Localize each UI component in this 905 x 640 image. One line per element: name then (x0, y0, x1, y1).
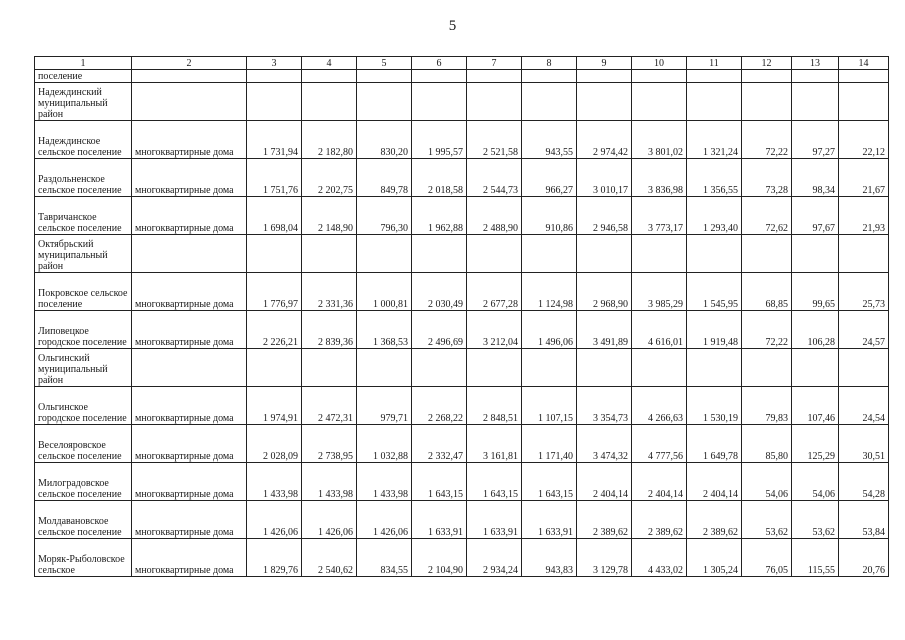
settlement-name-cell: Надеждинское сельское поселение (35, 121, 132, 159)
value-cell-col-10: 4 433,02 (632, 539, 687, 577)
housing-type-cell: многоквартирные дома (132, 463, 247, 501)
table-row (35, 539, 889, 577)
value-cell-col-6: 1 995,57 (412, 121, 467, 159)
value-cell-col-8 (522, 83, 577, 121)
settlement-name-cell: Надеждинский муниципальный район (35, 83, 132, 121)
value-cell-col-10 (632, 349, 687, 387)
table-row (35, 70, 889, 83)
value-cell-col-5 (357, 70, 412, 83)
value-cell-col-11: 1 356,55 (687, 159, 742, 197)
column-header: 1 (35, 57, 132, 70)
value-cell-col-3: 1 776,97 (247, 273, 302, 311)
value-cell-col-10: 2 389,62 (632, 501, 687, 539)
value-cell-col-7: 1 633,91 (467, 501, 522, 539)
settlement-name-cell: Веселояровское сельское поселение (35, 425, 132, 463)
value-cell-col-11: 2 389,62 (687, 501, 742, 539)
column-header: 13 (792, 57, 839, 70)
value-cell-col-4: 1 426,06 (302, 501, 357, 539)
column-header: 8 (522, 57, 577, 70)
value-cell-col-14: 53,84 (839, 501, 889, 539)
page-number: 5 (448, 18, 457, 34)
value-cell-col-3: 1 426,06 (247, 501, 302, 539)
table-row (35, 311, 889, 349)
value-cell-col-7: 2 544,73 (467, 159, 522, 197)
value-cell-col-8 (522, 235, 577, 273)
value-cell-col-13: 98,34 (792, 159, 839, 197)
value-cell-col-3 (247, 70, 302, 83)
table-row (35, 197, 889, 235)
value-cell-col-5 (357, 235, 412, 273)
settlement-name-cell: поселение (35, 70, 132, 83)
value-cell-col-7: 1 643,15 (467, 463, 522, 501)
settlement-name-cell: Моряк-Рыболовское сельское (35, 539, 132, 577)
value-cell-col-7: 3 161,81 (467, 425, 522, 463)
table-row (35, 235, 889, 273)
table-row (35, 425, 889, 463)
housing-type-cell: многоквартирные дома (132, 311, 247, 349)
value-cell-col-13 (792, 235, 839, 273)
value-cell-col-7 (467, 235, 522, 273)
value-cell-col-5 (357, 349, 412, 387)
value-cell-col-8 (522, 349, 577, 387)
housing-type-cell (132, 83, 247, 121)
settlement-name-cell: Октябрьский муниципальный район (35, 235, 132, 273)
value-cell-col-3: 1 751,76 (247, 159, 302, 197)
value-cell-col-12: 54,06 (742, 463, 792, 501)
value-cell-col-8: 1 643,15 (522, 463, 577, 501)
value-cell-col-9 (577, 235, 632, 273)
value-cell-col-10: 3 985,29 (632, 273, 687, 311)
value-cell-col-4 (302, 83, 357, 121)
value-cell-col-3: 2 226,21 (247, 311, 302, 349)
value-cell-col-7: 2 488,90 (467, 197, 522, 235)
value-cell-col-10: 4 266,63 (632, 387, 687, 425)
value-cell-col-14: 20,76 (839, 539, 889, 577)
value-cell-col-8 (522, 70, 577, 83)
value-cell-col-9: 3 474,32 (577, 425, 632, 463)
value-cell-col-10: 3 801,02 (632, 121, 687, 159)
settlement-name-cell: Милоградовское сельское поселение (35, 463, 132, 501)
value-cell-col-3: 1 698,04 (247, 197, 302, 235)
value-cell-col-10 (632, 83, 687, 121)
value-cell-col-4: 2 839,36 (302, 311, 357, 349)
column-header: 5 (357, 57, 412, 70)
value-cell-col-5: 1 426,06 (357, 501, 412, 539)
value-cell-col-7: 2 848,51 (467, 387, 522, 425)
value-cell-col-5: 834,55 (357, 539, 412, 577)
value-cell-col-7: 2 521,58 (467, 121, 522, 159)
housing-type-cell: многоквартирные дома (132, 273, 247, 311)
value-cell-col-7: 2 934,24 (467, 539, 522, 577)
value-cell-col-5: 979,71 (357, 387, 412, 425)
settlement-name-cell: Покровское сельское поселение (35, 273, 132, 311)
value-cell-col-9 (577, 349, 632, 387)
value-cell-col-5: 796,30 (357, 197, 412, 235)
value-cell-col-12 (742, 70, 792, 83)
value-cell-col-9: 3 010,17 (577, 159, 632, 197)
value-cell-col-11 (687, 349, 742, 387)
value-cell-col-11: 1 649,78 (687, 425, 742, 463)
value-cell-col-11 (687, 235, 742, 273)
value-cell-col-10: 4 777,56 (632, 425, 687, 463)
value-cell-col-10: 3 836,98 (632, 159, 687, 197)
value-cell-col-6: 1 633,91 (412, 501, 467, 539)
value-cell-col-13: 54,06 (792, 463, 839, 501)
value-cell-col-12: 68,85 (742, 273, 792, 311)
value-cell-col-11: 1 530,19 (687, 387, 742, 425)
header-row (35, 57, 889, 70)
value-cell-col-12: 85,80 (742, 425, 792, 463)
value-cell-col-5 (357, 83, 412, 121)
value-cell-col-11: 1 293,40 (687, 197, 742, 235)
value-cell-col-13: 107,46 (792, 387, 839, 425)
table-row (35, 463, 889, 501)
value-cell-col-13: 115,55 (792, 539, 839, 577)
housing-type-cell: многоквартирные дома (132, 539, 247, 577)
value-cell-col-9: 2 389,62 (577, 501, 632, 539)
value-cell-col-13: 106,28 (792, 311, 839, 349)
housing-type-cell: многоквартирные дома (132, 501, 247, 539)
value-cell-col-12: 79,83 (742, 387, 792, 425)
value-cell-col-8: 943,83 (522, 539, 577, 577)
table-row (35, 159, 889, 197)
value-cell-col-12 (742, 83, 792, 121)
value-cell-col-10: 2 404,14 (632, 463, 687, 501)
value-cell-col-3: 1 829,76 (247, 539, 302, 577)
value-cell-col-6: 1 962,88 (412, 197, 467, 235)
value-cell-col-9: 2 974,42 (577, 121, 632, 159)
value-cell-col-14: 22,12 (839, 121, 889, 159)
value-cell-col-12: 72,62 (742, 197, 792, 235)
value-cell-col-7 (467, 83, 522, 121)
settlement-name-cell: Ольгинский муниципальный район (35, 349, 132, 387)
value-cell-col-11: 1 919,48 (687, 311, 742, 349)
table-row (35, 83, 889, 121)
value-cell-col-11: 2 404,14 (687, 463, 742, 501)
value-cell-col-10 (632, 70, 687, 83)
value-cell-col-14 (839, 349, 889, 387)
settlement-name-cell: Ольгинское городское поселение (35, 387, 132, 425)
value-cell-col-8: 1 107,15 (522, 387, 577, 425)
value-cell-col-3: 1 731,94 (247, 121, 302, 159)
value-cell-col-12: 53,62 (742, 501, 792, 539)
value-cell-col-3 (247, 83, 302, 121)
value-cell-col-8: 1 633,91 (522, 501, 577, 539)
value-cell-col-11: 1 305,24 (687, 539, 742, 577)
value-cell-col-9: 2 946,58 (577, 197, 632, 235)
settlement-name-cell: Раздольненское сельское поселение (35, 159, 132, 197)
value-cell-col-6: 2 104,90 (412, 539, 467, 577)
value-cell-col-9: 2 968,90 (577, 273, 632, 311)
value-cell-col-5: 1 000,81 (357, 273, 412, 311)
value-cell-col-6: 2 030,49 (412, 273, 467, 311)
value-cell-col-3: 1 974,91 (247, 387, 302, 425)
value-cell-col-5: 1 032,88 (357, 425, 412, 463)
value-cell-col-12 (742, 349, 792, 387)
value-cell-col-13: 97,27 (792, 121, 839, 159)
value-cell-col-7 (467, 349, 522, 387)
value-cell-col-8: 966,27 (522, 159, 577, 197)
column-header: 12 (742, 57, 792, 70)
table-row (35, 349, 889, 387)
value-cell-col-6 (412, 83, 467, 121)
value-cell-col-6: 2 268,22 (412, 387, 467, 425)
column-header: 7 (467, 57, 522, 70)
value-cell-col-12: 72,22 (742, 121, 792, 159)
value-cell-col-3: 2 028,09 (247, 425, 302, 463)
value-cell-col-9: 3 129,78 (577, 539, 632, 577)
data-table (34, 56, 889, 577)
value-cell-col-11 (687, 83, 742, 121)
value-cell-col-14: 21,93 (839, 197, 889, 235)
value-cell-col-13 (792, 349, 839, 387)
table-body (35, 57, 889, 577)
value-cell-col-13 (792, 70, 839, 83)
value-cell-col-14: 24,57 (839, 311, 889, 349)
value-cell-col-3 (247, 235, 302, 273)
value-cell-col-14: 54,28 (839, 463, 889, 501)
value-cell-col-13: 53,62 (792, 501, 839, 539)
value-cell-col-6 (412, 70, 467, 83)
value-cell-col-9: 3 491,89 (577, 311, 632, 349)
value-cell-col-10: 4 616,01 (632, 311, 687, 349)
housing-type-cell (132, 70, 247, 83)
table-row (35, 387, 889, 425)
value-cell-col-6: 2 496,69 (412, 311, 467, 349)
value-cell-col-8: 1 124,98 (522, 273, 577, 311)
value-cell-col-10 (632, 235, 687, 273)
value-cell-col-6: 2 332,47 (412, 425, 467, 463)
value-cell-col-8: 910,86 (522, 197, 577, 235)
column-header: 9 (577, 57, 632, 70)
column-header: 6 (412, 57, 467, 70)
value-cell-col-12: 76,05 (742, 539, 792, 577)
table-row (35, 273, 889, 311)
value-cell-col-12: 72,22 (742, 311, 792, 349)
value-cell-col-4: 2 148,90 (302, 197, 357, 235)
value-cell-col-4 (302, 235, 357, 273)
housing-type-cell (132, 349, 247, 387)
value-cell-col-14 (839, 70, 889, 83)
value-cell-col-4: 2 540,62 (302, 539, 357, 577)
value-cell-col-9 (577, 70, 632, 83)
value-cell-col-14: 21,67 (839, 159, 889, 197)
settlement-name-cell: Тавричанское сельское поселение (35, 197, 132, 235)
value-cell-col-4 (302, 349, 357, 387)
value-cell-col-14 (839, 83, 889, 121)
value-cell-col-4: 2 738,95 (302, 425, 357, 463)
value-cell-col-4: 1 433,98 (302, 463, 357, 501)
value-cell-col-5: 849,78 (357, 159, 412, 197)
value-cell-col-4: 2 202,75 (302, 159, 357, 197)
value-cell-col-6: 1 643,15 (412, 463, 467, 501)
value-cell-col-6 (412, 349, 467, 387)
value-cell-col-14 (839, 235, 889, 273)
value-cell-col-5: 830,20 (357, 121, 412, 159)
value-cell-col-13 (792, 83, 839, 121)
value-cell-col-4: 2 331,36 (302, 273, 357, 311)
value-cell-col-11 (687, 70, 742, 83)
value-cell-col-12 (742, 235, 792, 273)
value-cell-col-6 (412, 235, 467, 273)
housing-type-cell: многоквартирные дома (132, 425, 247, 463)
housing-type-cell (132, 235, 247, 273)
settlement-name-cell: Липовецкое городское поселение (35, 311, 132, 349)
value-cell-col-9 (577, 83, 632, 121)
column-header: 10 (632, 57, 687, 70)
value-cell-col-3 (247, 349, 302, 387)
value-cell-col-8: 1 171,40 (522, 425, 577, 463)
column-header: 3 (247, 57, 302, 70)
value-cell-col-8: 943,55 (522, 121, 577, 159)
housing-type-cell: многоквартирные дома (132, 387, 247, 425)
value-cell-col-7: 2 677,28 (467, 273, 522, 311)
value-cell-col-8: 1 496,06 (522, 311, 577, 349)
housing-type-cell: многоквартирные дома (132, 159, 247, 197)
housing-type-cell: многоквартирные дома (132, 121, 247, 159)
table-row (35, 501, 889, 539)
value-cell-col-13: 99,65 (792, 273, 839, 311)
value-cell-col-7 (467, 70, 522, 83)
settlement-name-cell: Молдавановское сельское поселение (35, 501, 132, 539)
column-header: 14 (839, 57, 889, 70)
column-header: 4 (302, 57, 357, 70)
value-cell-col-13: 97,67 (792, 197, 839, 235)
column-header: 2 (132, 57, 247, 70)
value-cell-col-11: 1 545,95 (687, 273, 742, 311)
table-row (35, 121, 889, 159)
value-cell-col-5: 1 368,53 (357, 311, 412, 349)
value-cell-col-12: 73,28 (742, 159, 792, 197)
column-header: 11 (687, 57, 742, 70)
value-cell-col-9: 2 404,14 (577, 463, 632, 501)
value-cell-col-11: 1 321,24 (687, 121, 742, 159)
value-cell-col-4 (302, 70, 357, 83)
value-cell-col-4: 2 182,80 (302, 121, 357, 159)
value-cell-col-14: 25,73 (839, 273, 889, 311)
value-cell-col-5: 1 433,98 (357, 463, 412, 501)
value-cell-col-9: 3 354,73 (577, 387, 632, 425)
value-cell-col-7: 3 212,04 (467, 311, 522, 349)
value-cell-col-6: 2 018,58 (412, 159, 467, 197)
value-cell-col-13: 125,29 (792, 425, 839, 463)
value-cell-col-4: 2 472,31 (302, 387, 357, 425)
value-cell-col-14: 24,54 (839, 387, 889, 425)
housing-type-cell: многоквартирные дома (132, 197, 247, 235)
value-cell-col-14: 30,51 (839, 425, 889, 463)
value-cell-col-10: 3 773,17 (632, 197, 687, 235)
value-cell-col-3: 1 433,98 (247, 463, 302, 501)
